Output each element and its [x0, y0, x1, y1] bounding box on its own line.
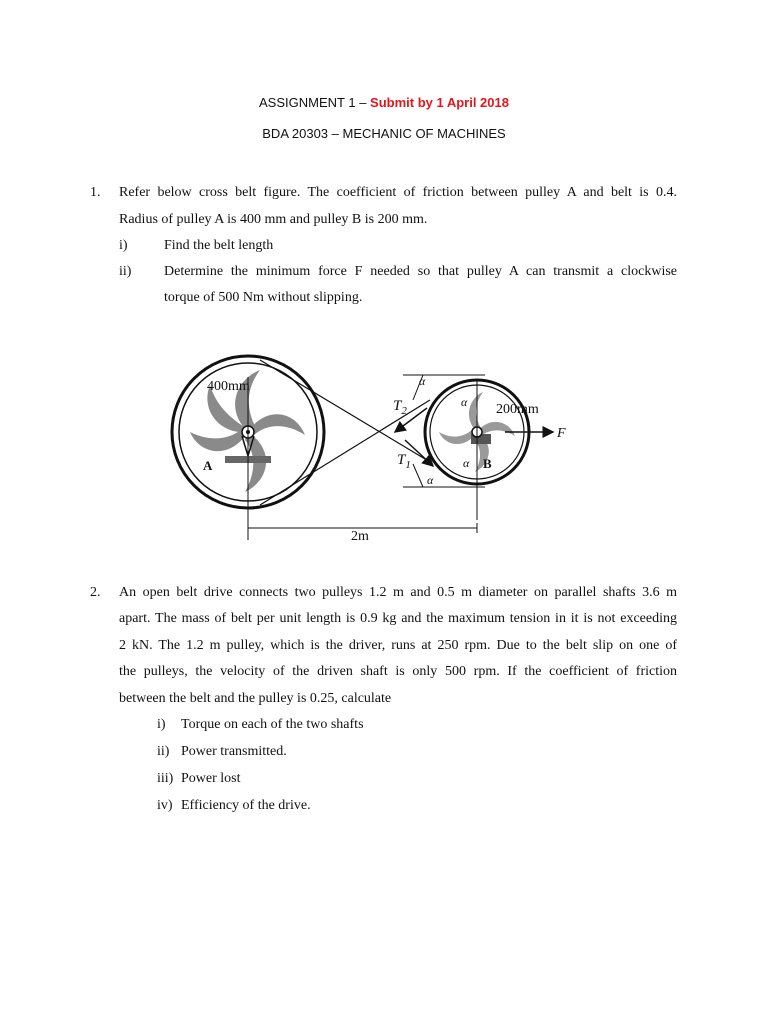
q2-text-line: An open belt drive connects two pulleys 1.2 m and 0.5 m diameter on parallel shafts 3.6 m: [119, 585, 677, 600]
q2-part-text: Torque on each of the two shafts: [181, 717, 364, 732]
assignment-title: [0, 95, 768, 110]
q2-part-text: Power lost: [181, 771, 241, 786]
pulley-b-label: B: [483, 456, 492, 471]
tension-t1-label: $T_1$: [397, 452, 411, 471]
cross-belt-figure: [165, 340, 595, 550]
q1-text-line1: Refer below cross belt figure. The coefficient of friction between pulley A and belt is 0.4.: [119, 185, 677, 200]
alpha-label: α: [427, 473, 434, 487]
course-title: BDA 20303 – MECHANIC OF MACHINES: [262, 126, 506, 141]
q2-number: 2.: [90, 585, 101, 600]
q2-part-text: Efficiency of the drive.: [181, 798, 311, 813]
alpha-label: α: [463, 456, 470, 470]
q1-number: 1.: [90, 185, 101, 200]
submission-deadline: Submit by 1 April 2018: [370, 95, 509, 110]
assignment-prefix: ASSIGNMENT 1 –: [259, 95, 371, 110]
q2-part-text: Power transmitted.: [181, 744, 287, 759]
tension-t2-label: $T_2$: [393, 398, 407, 417]
q2-part-label: i): [157, 717, 166, 732]
distance-label: 2m: [351, 529, 369, 544]
q2-text-line: 2 kN. The 1.2 m pulley, which is the driver, runs at 250 rpm. Due to the belt slip on one of: [119, 638, 677, 653]
radius-a-label: 400mm: [207, 379, 250, 394]
q2-part-label: iv): [157, 798, 173, 813]
q2-text-line: between the belt and the pulley is 0.25, calculate: [119, 691, 392, 706]
alpha-label: α: [419, 374, 426, 388]
q1-part-text-line1: Determine the minimum force F needed so that pulley A can transmit a clockwise: [164, 264, 677, 279]
q1-part-label: ii): [119, 264, 132, 279]
q1-part-label: i): [119, 238, 128, 253]
q2-text-line: apart. The mass of belt per unit length is 0.9 kg and the maximum tension in it is not exceeding: [119, 611, 677, 626]
radius-b-label: 200mm: [496, 402, 539, 417]
q1-text-line2: Radius of pulley A is 400 mm and pulley B is 200 mm.: [119, 212, 428, 227]
force-f-label: F: [557, 426, 566, 441]
q2-text-line: the pulleys, the velocity of the driven shaft is only 500 rpm. If the coefficient of friction: [119, 664, 677, 679]
q1-part-text: Find the belt length: [164, 238, 274, 253]
q2-part-label: ii): [157, 744, 170, 759]
q1-part-text-line2: torque of 500 Nm without slipping.: [164, 290, 363, 305]
alpha-label: α: [461, 395, 468, 409]
q2-part-label: iii): [157, 771, 174, 786]
pulley-a-label: A: [203, 458, 213, 473]
